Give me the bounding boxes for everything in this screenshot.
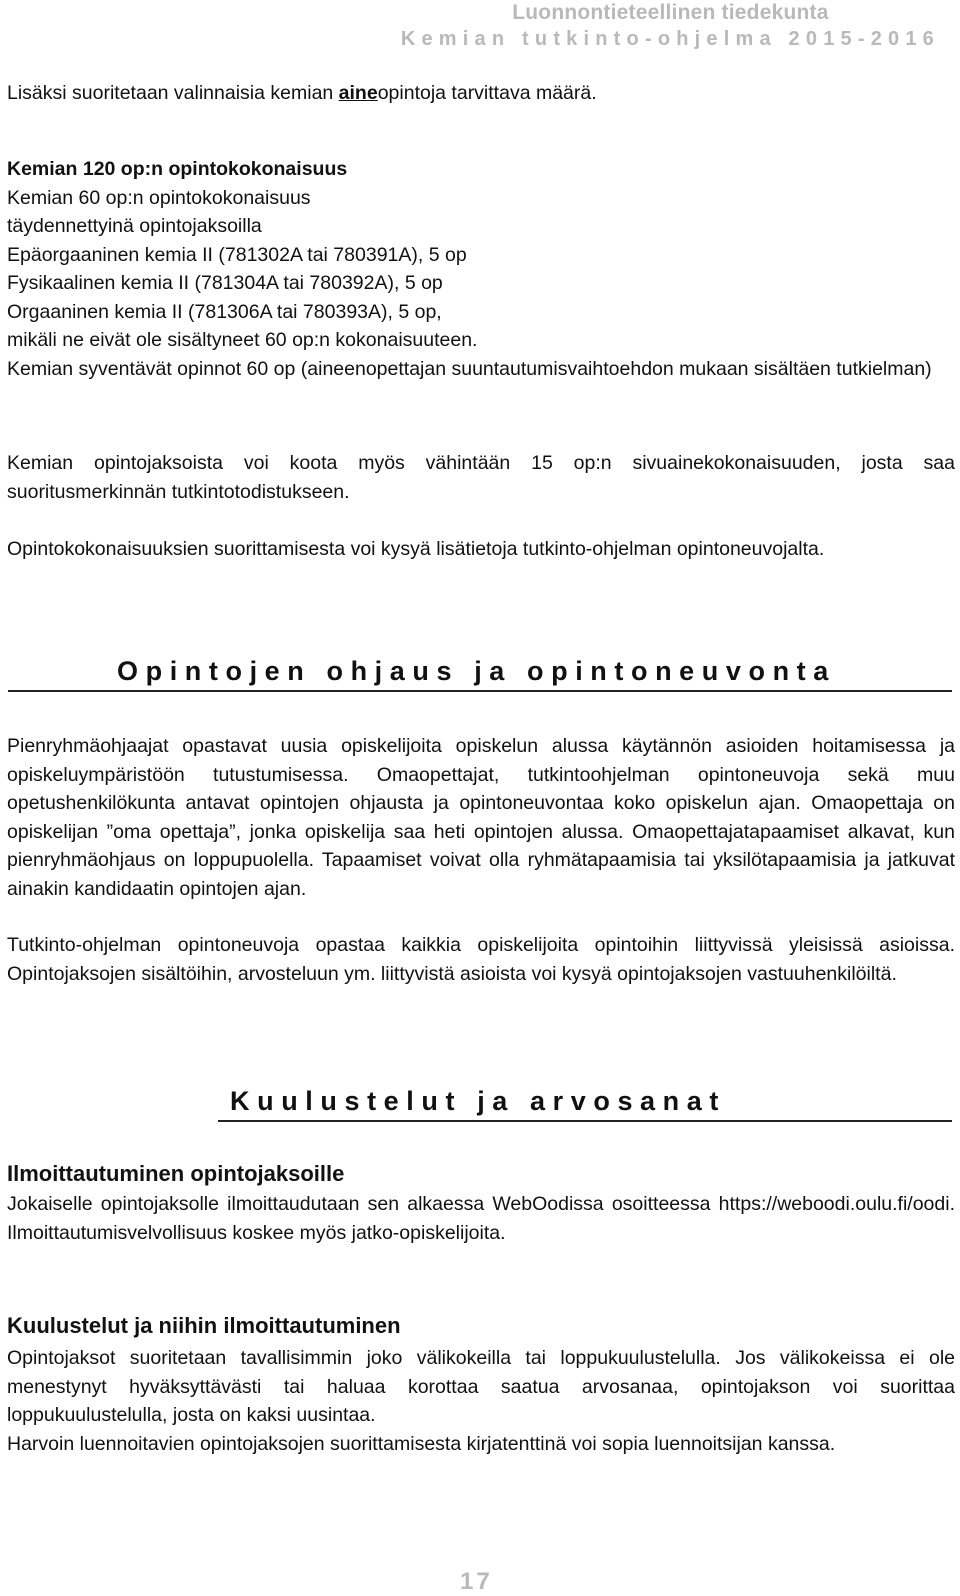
programme-name: Kemian tutkinto-ohjelma 2015-2016 <box>400 28 940 50</box>
module-line: Kemian 60 op:n opintokokonaisuus <box>7 186 311 209</box>
guidance-paragraph: Pienryhmäohjaajat opastavat uusia opiskelijoita opiskelun alussa käytännön asioiden hoitamisessa ja opiskeluympäristöön tutustumisessa. Omaopettajat, tutkintoohjelman opintoneuvoja sekä muu opetushenkilökunta antavat opintojen ohjausta ja opintoneuvontaa koko opiskelun ajan. Omaopettaja on opiskelijan ”oma opettaja”, jonka opiskelija saa heti opintojen alussa. Omaopettajatapaamiset alkavat, kun pienryhmäohjaus on loppupuolella. Tapaamiset voivat olla ryhmätapaamisia tai yksilötapaamisia ja jatkuvat ainakin kandidaatin opintojen ajan. <box>7 735 955 900</box>
exams-title-rule <box>218 1120 952 1122</box>
guidance-paragraph-2: Tutkinto-ohjelman opintoneuvoja opastaa kaikkia opiskelijoita opintoihin liittyvissä yleisissä asioissa. Opintojaksojen sisältöihin, arvosteluun ym. liittyvistä asioista voi kysyä opintojaksojen vastuuhenkilöiltä. <box>7 934 955 985</box>
page-header <box>401 0 940 52</box>
exam-paragraph-2: Harvoin luennoitavien opintojaksojen suorittamisesta kirjatenttinä voi sopia luennoitsijan kanssa. <box>7 1433 836 1455</box>
exam-registration-heading: Kuulustelut ja niihin ilmoittautuminen <box>7 1313 401 1338</box>
module-line: mikäli ne eivät ole sisältyneet 60 op:n kokonaisuuteen. <box>7 329 478 351</box>
guidance-title-rule <box>8 690 952 692</box>
guidance-section-title: Opintojen ohjaus ja opintoneuvonta <box>117 656 836 686</box>
module-line: Fysikaalinen kemia II (781304A tai 780392A), 5 op <box>7 272 443 294</box>
intro-paragraph <box>7 79 955 108</box>
advanced-studies: Kemian syventävät opinnot 60 op (aineenopettajan suuntautumisvaihtoehdon mukaan sisältäen tutkielman) <box>7 357 932 380</box>
faculty-name: Luonnontieteellinen tiedekunta <box>512 1 829 24</box>
module-line: Orgaaninen kemia II (781306A tai 780393A), 5 op, <box>7 300 442 323</box>
registration-heading: Ilmoittautuminen opintojaksoille <box>7 1161 345 1186</box>
intro-emphasis: aine <box>338 82 378 104</box>
exam-paragraph: Opintojaksot suoritetaan tavallisimmin joko välikokeilla tai loppukuulustelulla. Jos välikokeissa ei ole menestynyt hyväksyttävästi tai haluaa korottaa saatua arvosanaa, opintojakson voi suorittaa loppukuulustelulla, josta on kaksi uusintaa. <box>7 1347 955 1426</box>
module-line: Epäorgaaninen kemia II (781302A tai 780391A), 5 op <box>7 243 467 266</box>
module-title: Kemian 120 op:n opintokokonaisuus <box>7 158 348 180</box>
exams-section-title: Kuulustelut ja arvosanat <box>230 1086 726 1116</box>
info-paragraph: Opintokokonaisuuksien suorittamisesta voi kysyä lisätietoja tutkinto-ohjelman opintoneuvojalta. <box>7 538 825 560</box>
module-block <box>7 155 955 383</box>
module-line: täydennettyinä opintojaksoilla <box>7 215 262 237</box>
page-number: 17 <box>460 1568 493 1595</box>
intro-text-start: Lisäksi suoritetaan valinnaisia kemian <box>7 82 339 104</box>
intro-text-end: opintoja tarvittava määrä. <box>377 82 597 104</box>
minor-paragraph: Kemian opintojaksoista voi koota myös vähintään 15 op:n sivuainekokonaisuuden, josta saa suoritusmerkinnän tutkintotodistukseen. <box>7 452 955 503</box>
registration-paragraph: Jokaiselle opintojaksolle ilmoittaudutaan sen alkaessa WebOodissa osoitteessa https://weboodi.oulu.fi/oodi. Ilmoittautumisvelvollisuus koskee myös jatko-opiskelijoita. <box>7 1193 955 1244</box>
